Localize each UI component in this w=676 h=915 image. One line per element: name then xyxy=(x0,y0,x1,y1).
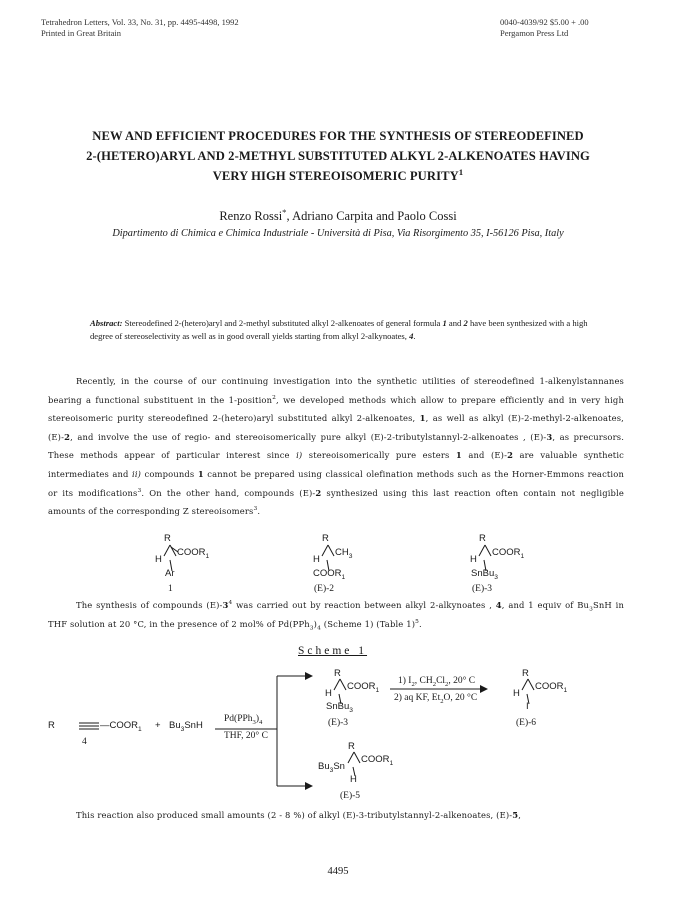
author-list xyxy=(0,206,676,224)
list-marker: ii) xyxy=(131,468,142,479)
compound-label: (E)-5 xyxy=(340,791,361,801)
stannyl-text: Bu xyxy=(318,761,330,772)
arrow-head xyxy=(480,685,488,693)
stannyl-group xyxy=(318,761,345,772)
step-text: 1) I xyxy=(398,676,412,686)
ester-text: COOR xyxy=(313,568,342,579)
body-text: (Scheme 1) (Table 1) xyxy=(320,618,416,629)
substituent-r: R xyxy=(348,741,355,752)
iodo-group: I xyxy=(526,701,529,712)
substituent-h: H xyxy=(313,554,320,565)
body-text: , we developed methods which allow to prepare efficiently and in very high stereoisomeric purity stereodefined 2-(hetero)aryl substituted alkyl 2-alkenoates, xyxy=(48,394,624,424)
compound-ref: 1 xyxy=(197,468,204,479)
subscript: 1 xyxy=(389,759,394,767)
bond xyxy=(334,679,340,690)
tin-text: Bu xyxy=(169,720,181,731)
ester-group xyxy=(177,547,209,558)
compound-ref: 4 xyxy=(409,331,414,341)
body-text: , and involve the use of regio- and stereoisomerically pure alkyl (E)-2-tributylstannyl-2-alkenoates , (E)- xyxy=(70,431,547,442)
body-text: cannot be prepared using classical olefination methods such as the Horner-Emmons reaction or its modifications xyxy=(48,468,624,498)
title-line-3 xyxy=(40,166,636,186)
step-text: O, 20 °C xyxy=(443,693,478,703)
methyl-text: CH xyxy=(335,547,349,558)
substituent-h: H xyxy=(513,688,520,699)
step-1-conditions xyxy=(398,676,475,686)
body-text: synthesized using this last reaction often contain not negligible amounts of the corresponding Z stereoisomers xyxy=(48,487,624,517)
abstract-text: Stereodefined 2-(hetero)aryl and 2-methyl substituted alkyl 2-alkenoates of general formula xyxy=(122,318,443,328)
body-text: SnH in THF solution at 20 °C, in the presence of 2 mol% of Pd(PPh xyxy=(48,600,624,629)
arrow-head xyxy=(305,782,313,790)
body-text: , and 1 equiv of Bu xyxy=(501,600,590,610)
publisher-name: Pergamon Press Ltd xyxy=(500,28,569,38)
stannyl-text: SnBu xyxy=(471,568,495,579)
compound-ref: 2 xyxy=(507,450,514,461)
subscript: 4 xyxy=(317,625,321,632)
abstract-text: have been synthesized with a high degree of stereoselectivity as well as in good overall yields starting from alkyl 2-alkynoates, xyxy=(90,318,588,341)
ester-text: COOR xyxy=(492,547,521,558)
ester-group xyxy=(492,547,524,558)
reference: 5 xyxy=(415,618,419,625)
subscript: 1 xyxy=(375,686,380,694)
subscript: 1 xyxy=(563,686,568,694)
compound-label: (E)-6 xyxy=(516,718,537,728)
corresponding-mark: * xyxy=(282,206,287,217)
title-line-2: 2-(HETERO)ARYL AND 2-METHYL SUBSTITUTED ALKYL 2-ALKENOATES HAVING xyxy=(86,149,590,163)
stannyl-text: SnBu xyxy=(326,701,350,712)
bond xyxy=(354,752,360,763)
subscript: 3 xyxy=(348,552,353,560)
author-1: Renzo Rossi xyxy=(219,209,283,223)
compound-ref: 1 xyxy=(419,413,426,424)
body-text: stereoisomerically pure esters xyxy=(302,450,456,461)
step-text: Cl xyxy=(436,676,446,686)
step-text: , 20° C xyxy=(448,676,476,686)
body-text: compounds xyxy=(141,468,198,479)
scheme-title: Scheme 1 xyxy=(298,645,368,657)
bond xyxy=(522,679,528,690)
step-text: 2) aq KF, Et xyxy=(394,693,441,703)
reference: 3 xyxy=(137,487,142,494)
substituent-h: H xyxy=(350,774,357,785)
page-number: 4495 xyxy=(327,866,349,877)
compound-label: 4 xyxy=(82,737,87,747)
reference: 4 xyxy=(228,600,233,607)
ester-group xyxy=(347,681,379,692)
step-2-conditions xyxy=(394,693,477,703)
body-text: The synthesis of compounds (E)- xyxy=(76,600,223,610)
byproduct-paragraph xyxy=(48,806,624,825)
ester-group xyxy=(361,754,393,765)
ester-group xyxy=(535,681,567,692)
compound-label: (E)-3 xyxy=(472,584,493,594)
stannyl-group xyxy=(326,701,353,712)
body-text: . On the other hand, compounds (E)- xyxy=(141,487,316,498)
compound-label: 1 xyxy=(168,584,173,594)
arrow-head xyxy=(305,672,313,680)
subscript: 3 xyxy=(494,573,498,581)
synthesis-paragraph xyxy=(48,596,624,633)
compound-ref: 1 xyxy=(455,450,462,461)
catalyst-text: ) xyxy=(255,714,260,724)
body-text: , as precursors. These methods appear of particular interest since xyxy=(48,431,625,461)
aryl-group: Ar xyxy=(165,568,175,579)
subscript: 3 xyxy=(180,725,185,733)
body-text: , as well as alkyl (E)-2-methyl-2-alkenoates, (E)- xyxy=(48,413,624,442)
ester-text: COOR xyxy=(347,681,376,692)
subscript: 1 xyxy=(341,573,346,581)
body-text: are valuable synthetic intermediates and xyxy=(48,450,624,479)
substituent-h: H xyxy=(470,554,477,565)
subscript: 3 xyxy=(349,706,353,714)
ester-text: COOR xyxy=(361,754,390,765)
alkynoate-r: R xyxy=(48,720,55,731)
compound-ref: 2 xyxy=(64,431,71,442)
abstract-label: Abstract: xyxy=(90,318,123,328)
body-text: and (E)- xyxy=(461,450,508,461)
ester-text: COOR xyxy=(177,547,206,558)
bond xyxy=(485,545,491,556)
tin-hydride xyxy=(169,720,203,731)
substituent-r: R xyxy=(322,533,329,544)
bond xyxy=(170,545,176,556)
subscript: 3 xyxy=(329,766,334,774)
body-text: Recently, in the course of our continuing investigation into the synthetic utilities of stereodefined 1-alkenylstannanes bearing a functional substituent in the 1-position xyxy=(48,376,624,405)
substituent-r: R xyxy=(164,533,171,544)
methyl-group xyxy=(335,547,352,558)
body-text: . xyxy=(419,618,422,629)
bond xyxy=(328,545,334,556)
alkynoate-ester: $—COOR_1$ xyxy=(100,720,142,733)
title-line-3-text: VERY HIGH STEREOISOMERIC PURITY xyxy=(212,169,459,183)
abstract-text: . xyxy=(413,331,416,341)
subscript: 4 xyxy=(259,718,263,726)
publisher-info xyxy=(500,17,589,39)
reference: 2 xyxy=(272,394,277,401)
body-text: , xyxy=(518,810,522,820)
bond xyxy=(322,545,328,556)
compound-ref: 3 xyxy=(546,431,553,442)
substituent-h: H xyxy=(155,554,162,565)
author-others: , Adriano Carpita and Paolo Cossi xyxy=(286,209,457,223)
step-text: , CH xyxy=(414,676,433,686)
stannyl-group xyxy=(471,568,498,579)
ester-group xyxy=(313,568,345,579)
bond xyxy=(348,752,354,763)
abstract-text: and xyxy=(446,318,464,328)
substituent-h: H xyxy=(325,688,332,699)
stannyl-text: Sn xyxy=(333,761,345,772)
journal-line: Tetrahedron Letters, Vol. 33, No. 31, pp. 4495-4498, 1992 xyxy=(41,17,239,27)
paper-title xyxy=(40,126,636,186)
body-text: This reaction also produced small amounts (2 - 8 %) of alkyl (E)-3-tributylstannyl-2-alkenoates, (E)- xyxy=(76,810,513,820)
subscript: 2 xyxy=(411,680,415,688)
subscript: 2 xyxy=(440,697,444,705)
list-marker: i) xyxy=(296,450,303,461)
bond xyxy=(340,679,346,690)
reference: 3 xyxy=(253,506,258,513)
compound-ref: 4 xyxy=(495,600,502,610)
title-footnote: 1 xyxy=(458,166,464,177)
catalyst-text: Pd(PPh xyxy=(224,714,253,724)
ester-text: COOR xyxy=(109,720,138,731)
subscript: 1 xyxy=(520,552,525,560)
body-text: was carried out by reaction between alkyl 2-alkynoates , xyxy=(232,600,496,610)
catalyst-label xyxy=(224,714,262,724)
substituent-r: R xyxy=(522,668,529,679)
compound-ref: 3 xyxy=(222,600,229,610)
affiliation: Dipartimento di Chimica e Chimica Industriale - Università di Pisa, Via Risorgimento 35, I-56126 Pisa, Italy xyxy=(112,228,564,239)
body-text: . xyxy=(257,506,261,517)
compound-label: (E)-3 xyxy=(328,718,349,728)
substituent-r: R xyxy=(479,533,486,544)
compound-ref: 5 xyxy=(512,810,519,820)
substituent-r: R xyxy=(334,668,341,679)
body-text: ) xyxy=(313,618,318,629)
compound-ref: 2 xyxy=(315,487,322,498)
subscript: 3 xyxy=(589,606,593,613)
ester-text: COOR xyxy=(535,681,564,692)
compound-ref: 1 xyxy=(442,318,447,328)
subscript: 3 xyxy=(309,625,314,632)
subscript: 3 xyxy=(252,718,256,726)
compound-ref: 2 xyxy=(463,318,468,328)
subscript: 2 xyxy=(432,680,437,688)
subscript: 1 xyxy=(138,725,142,733)
title-line-1: NEW AND EFFICIENT PROCEDURES FOR THE SYNTHESIS OF STEREODEFINED xyxy=(92,129,584,143)
journal-citation xyxy=(41,17,239,39)
subscript: 1 xyxy=(205,552,210,560)
printed-line: Printed in Great Britain xyxy=(41,28,122,38)
subscript: 2 xyxy=(445,680,449,688)
plus-sign: + xyxy=(155,720,161,731)
abstract xyxy=(90,317,592,343)
bond xyxy=(479,545,485,556)
reaction-conditions: THF, 20° C xyxy=(224,731,268,741)
intro-paragraph xyxy=(48,372,624,521)
compound-label: (E)-2 xyxy=(314,584,335,594)
bond xyxy=(528,679,534,690)
tin-text: SnH xyxy=(184,720,203,731)
bond xyxy=(164,545,170,556)
price-code: 0040-4039/92 $5.00 + .00 xyxy=(500,17,589,27)
